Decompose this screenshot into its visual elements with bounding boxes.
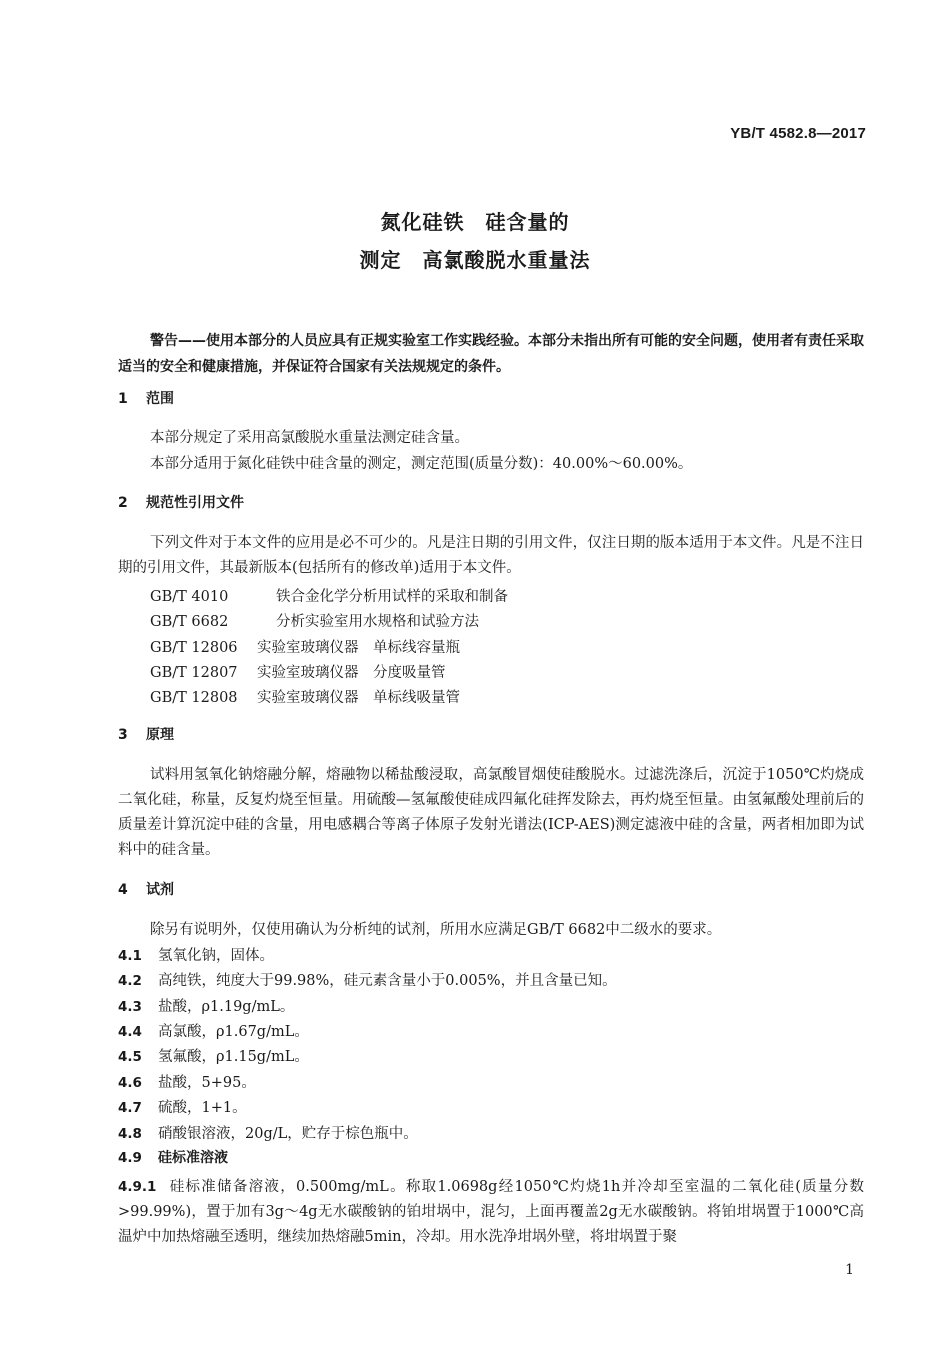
reference-title: 铁合金化学分析用试样的采取和制备 bbox=[276, 589, 508, 605]
section-1-heading bbox=[118, 388, 174, 408]
reference-code: GB/T 12808 bbox=[150, 690, 238, 706]
item-number: 4.4 bbox=[118, 1024, 142, 1040]
reagent-item bbox=[118, 995, 294, 1016]
item-number: 4.7 bbox=[118, 1100, 142, 1116]
reagent-item bbox=[118, 944, 274, 965]
section-number: 3 bbox=[118, 727, 128, 743]
item-number: 4.1 bbox=[118, 948, 142, 964]
item-number: 4.3 bbox=[118, 999, 142, 1015]
item-number: 4.8 bbox=[118, 1126, 142, 1142]
reference-code: GB/T 12807 bbox=[150, 665, 238, 681]
standard-code: YB/T 4582.8—2017 bbox=[730, 125, 866, 142]
item-text: 盐酸，ρ1.19g/mL。 bbox=[158, 999, 295, 1015]
reagent-item bbox=[118, 1147, 228, 1167]
section-4-paragraph: 除另有说明外，仅使用确认为分析纯的试剂，所用水应满足GB/T 6682中二级水的要求。 bbox=[150, 922, 722, 938]
section-number: 1 bbox=[118, 391, 128, 407]
section-title: 范围 bbox=[146, 391, 174, 407]
page-number: 1 bbox=[845, 1262, 854, 1278]
subitem-paragraph bbox=[118, 1175, 864, 1250]
section-title: 试剂 bbox=[146, 882, 174, 898]
subitem-text: 硅标准储备溶液，0.500mg/mL。称取1.0698g经1050℃灼烧1h并冷却至室温的二氧化硅(质量分数>99.99%)，置于加有3g～4g无水碳酸钠的铂坩埚中，混匀，上面再覆盖2g无水碳酸钠。将铂坩埚置于1000℃高温炉中加热熔融至透明，继续加热熔融5min，冷却。用水洗净坩埚外壁，将坩埚置于聚 bbox=[118, 1179, 864, 1245]
reference-title: 分析实验室用水规格和试验方法 bbox=[276, 614, 479, 630]
section-1-paragraph-2: 本部分适用于氮化硅铁中硅含量的测定，测定范围(质量分数)：40.00%～60.00%。 bbox=[150, 456, 693, 472]
item-text: 硅标准溶液 bbox=[158, 1150, 228, 1166]
reference-item bbox=[150, 585, 508, 606]
reagent-item bbox=[118, 969, 617, 990]
title-line-1: 氮化硅铁 硅含量的 bbox=[380, 210, 570, 234]
section-title: 规范性引用文件 bbox=[146, 495, 244, 511]
item-text: 高纯铁，纯度大于99.98%，硅元素含量小于0.005%，并且含量已知。 bbox=[158, 973, 617, 989]
section-number: 4 bbox=[118, 882, 128, 898]
item-text: 氢氟酸，ρ1.15g/mL。 bbox=[158, 1049, 309, 1065]
section-1-paragraph-1: 本部分规定了采用高氯酸脱水重量法测定硅含量。 bbox=[150, 430, 469, 446]
section-3-heading bbox=[118, 724, 174, 744]
reference-title: 实验室玻璃仪器 分度吸量管 bbox=[257, 665, 446, 681]
reference-item bbox=[150, 661, 446, 682]
item-number: 4.9 bbox=[118, 1150, 142, 1166]
item-number: 4.5 bbox=[118, 1049, 142, 1065]
item-number: 4.6 bbox=[118, 1075, 142, 1091]
reference-item bbox=[150, 636, 460, 657]
item-text: 硝酸银溶液，20g/L，贮存于棕色瓶中。 bbox=[158, 1126, 418, 1142]
item-text: 硫酸，1+1。 bbox=[158, 1100, 247, 1116]
section-3-paragraph: 试料用氢氧化钠熔融分解，熔融物以稀盐酸浸取，高氯酸冒烟使硅酸脱水。过滤洗涤后，沉淀于1050℃灼烧成二氧化硅，称量，反复灼烧至恒量。用硫酸—氢氟酸使硅成四氟化硅挥发除去，再灼烧至恒量。由氢氟酸处理前后的质量差计算沉淀中硅的含量，用电感耦合等离子体原子发射光谱法(ICP-AES)测定滤液中硅的含量，两者相加即为试料中的硅含量。 bbox=[118, 767, 864, 858]
item-text: 高氯酸，ρ1.67g/mL。 bbox=[158, 1024, 309, 1040]
section-title: 原理 bbox=[146, 727, 174, 743]
subitem-number: 4.9.1 bbox=[118, 1179, 157, 1195]
warning-paragraph: 警告——使用本部分的人员应具有正规实验室工作实践经验。本部分未指出所有可能的安全问题，使用者有责任采取适当的安全和健康措施，并保证符合国家有关法规规定的条件。 bbox=[118, 333, 864, 375]
reagent-item bbox=[118, 1020, 309, 1041]
reference-code: GB/T 12806 bbox=[150, 640, 238, 656]
title-line-2: 测定 高氯酸脱水重量法 bbox=[359, 248, 591, 272]
section-number: 2 bbox=[118, 495, 128, 511]
reference-title: 实验室玻璃仪器 单标线吸量管 bbox=[257, 690, 460, 706]
reagent-item bbox=[118, 1122, 418, 1143]
reference-code: GB/T 6682 bbox=[150, 614, 229, 630]
reagent-item bbox=[118, 1071, 256, 1092]
reference-title: 实验室玻璃仪器 单标线容量瓶 bbox=[257, 640, 460, 656]
reagent-item bbox=[118, 1045, 309, 1066]
section-4-heading bbox=[118, 879, 174, 899]
reference-item bbox=[150, 610, 479, 631]
section-2-heading bbox=[118, 492, 244, 512]
reagent-item bbox=[118, 1096, 247, 1117]
section-2-paragraph: 下列文件对于本文件的应用是必不可少的。凡是注日期的引用文件，仅注日期的版本适用于本文件。凡是不注日期的引用文件，其最新版本(包括所有的修改单)适用于本文件。 bbox=[118, 535, 864, 576]
item-text: 氢氧化钠，固体。 bbox=[158, 948, 274, 964]
reference-code: GB/T 4010 bbox=[150, 589, 229, 605]
reference-item bbox=[150, 686, 460, 707]
item-text: 盐酸，5+95。 bbox=[158, 1075, 256, 1091]
item-number: 4.2 bbox=[118, 973, 142, 989]
